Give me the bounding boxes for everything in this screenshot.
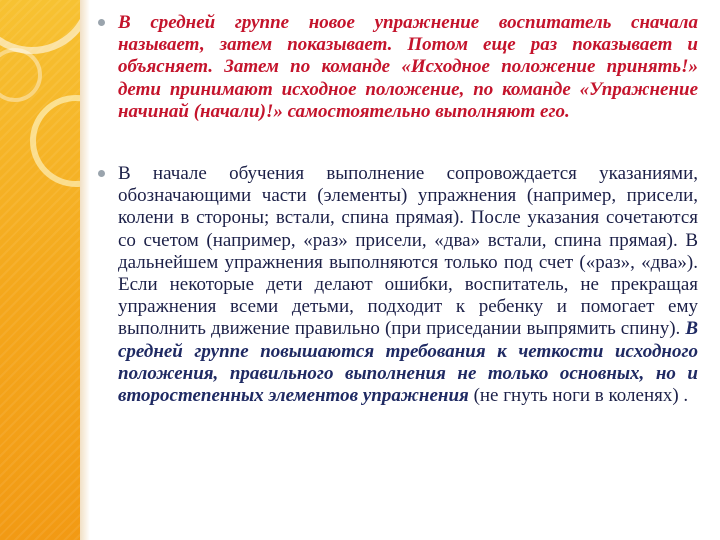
paragraph-text: В начале обучения выполнение сопровождается указаниями, обозначающими части (элементы) упражнения (например, присели, колени в стороны; встали, спина прямая). После указания сочетаются со счетом (например, «раз» присели, «два» встали, спина прямая). В дальнейшем упражнения выполняются только под счет («раз», «два»). Если некоторые дети делают ошибки, воспитатель, не прекращая упражнения всеми детьми, подходит к ребенку и помогает ему выполнить движение правильно (при приседании выпрямить спину).: [118, 163, 698, 340]
decorative-ring: [0, 48, 42, 102]
paragraph-text: В средней группе новое упражнение воспитатель сначала называет, затем показывает. Потом еще раз показывает и объясняет. Затем по команде «Исходное положение принять!» дети принимают исходное положение, по команде «Упражнение начинай (начали)!» самостоятельно выполняют его.: [118, 12, 698, 122]
slide-content: [96, 12, 698, 407]
emphasis-text: В средней группе повышаются требования к четкости исходного положения, правильного выполнения не только основных, но и второстепенных элементов упражнения: [118, 318, 698, 407]
decorative-ring: [30, 95, 80, 187]
decorative-side-band: [0, 0, 80, 540]
decorative-ring: [0, 0, 80, 54]
bullet-paragraph-1: [96, 12, 698, 123]
bullet-icon: [98, 170, 105, 177]
bullet-paragraph-2: [96, 163, 698, 407]
bullet-icon: [98, 19, 105, 26]
paragraph-text-tail: (не гнуть ноги в коленях) .: [468, 385, 689, 407]
side-band-shadow: [80, 0, 90, 540]
